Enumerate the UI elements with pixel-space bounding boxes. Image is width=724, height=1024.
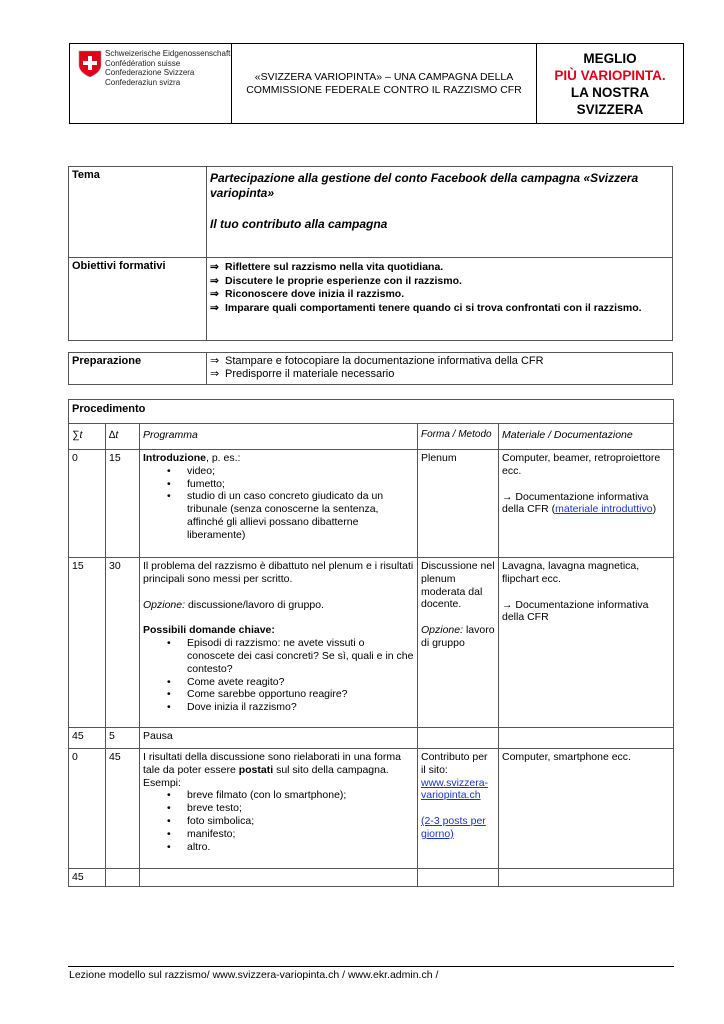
- objective-item: [210, 261, 669, 275]
- preparation-row: [69, 353, 673, 385]
- objective-text: Imparare quali comportamenti tenere quando ci si trova confrontati con il razzismo.: [225, 301, 642, 314]
- campaign-slogan: [537, 44, 683, 123]
- cell-programma: [140, 558, 418, 728]
- cell-materiale: [499, 558, 674, 728]
- list-item: • breve testo;: [143, 802, 414, 815]
- list-item: • manifesto;: [143, 828, 414, 841]
- cell-delta-t: 15: [106, 450, 140, 558]
- objective-text: Discutere le proprie esperienze con il razzismo.: [225, 274, 462, 287]
- objectives-row: [69, 258, 673, 341]
- slogan-line1: MEGLIO: [583, 50, 637, 66]
- material-doc-close: ): [652, 503, 657, 516]
- material-text: Computer, beamer, retroproiettore ecc.: [502, 452, 661, 477]
- objective-text: Riconoscere dove inizia il razzismo.: [225, 288, 405, 300]
- objectives-list: [207, 258, 673, 341]
- campaign-title-line1: «SVIZZERA VARIOPINTA» – UNA CAMPAGNA DELLA: [254, 71, 514, 83]
- arrow-right-icon: ⇒: [210, 274, 219, 287]
- forma-text: Discussione nel plenum moderata dal docente.: [421, 560, 495, 611]
- col-forma: Forma / Metodo: [418, 424, 499, 450]
- cell-delta-t: 5: [106, 728, 140, 749]
- cell-programma: [140, 450, 418, 558]
- list-item: • Come sarebbe opportuno reagire?: [143, 688, 414, 701]
- campaign-title: [232, 44, 537, 123]
- option-label: Opzione:: [143, 598, 186, 611]
- list-item: • breve filmato (con lo smartphone);: [143, 789, 414, 802]
- table-row: [69, 558, 674, 728]
- forma-option-text: lavoro di gruppo: [421, 624, 495, 649]
- cell-sum-t: 15: [69, 558, 106, 728]
- confederation-de: Schweizerische Eidgenossenschaft: [105, 49, 231, 58]
- cell-materiale: [499, 728, 674, 749]
- cell-delta-t: 45: [106, 749, 140, 869]
- slogan-line3: LA NOSTRA: [570, 84, 650, 100]
- arrow-right-icon: ⇒: [210, 288, 219, 300]
- swiss-shield-icon: [78, 50, 102, 78]
- cell-forma: [418, 749, 499, 869]
- confederation-names: [105, 49, 230, 87]
- list-item: • foto simbolica;: [143, 815, 414, 828]
- list-item: • studio di un caso concreto giudicato da un tribunale (senza conoscerne la sentenza, affinché gli allievi possano dibatterne liberamente): [143, 490, 414, 541]
- key-questions-list: [143, 637, 414, 714]
- list-item: • Episodi di razzismo: ne avete vissuti o conoscete dei casi concreti? Se sì, quali e in che contesto?: [143, 637, 414, 675]
- col-sum-t: ∑t: [69, 424, 106, 450]
- cell-materiale: [499, 869, 674, 887]
- preparation-table: [68, 352, 673, 385]
- arrow-right-icon: ⇒: [210, 301, 219, 314]
- cell-sum-t: 45: [69, 728, 106, 749]
- results-text: I risultati della discussione sono rielaborati in una forma tale da poter essere: [143, 751, 401, 776]
- objective-text: Riflettere sul razzismo nella vita quotidiana.: [225, 261, 444, 273]
- examples-label: Esempi:: [143, 776, 181, 789]
- key-questions-title: Possibili domande chiave:: [143, 624, 275, 637]
- col-programma: Programma: [140, 424, 418, 450]
- theme-subtitle: Il tuo contributo alla campagna: [210, 217, 388, 231]
- footer-divider: [68, 966, 674, 967]
- cell-forma: [418, 869, 499, 887]
- campaign-title-line2: COMMISSIONE FEDERALE CONTRO IL RAZZISMO CFR: [246, 83, 522, 96]
- preparation-item: [210, 368, 669, 381]
- table-row: [69, 749, 674, 869]
- intro-material-link[interactable]: materiale introduttivo: [555, 503, 653, 516]
- theme-table: [68, 166, 673, 341]
- cell-materiale: [499, 450, 674, 558]
- cell-programma: [140, 749, 418, 869]
- col-delta-t: ∆t: [106, 424, 140, 450]
- list-item: • video;: [143, 465, 414, 478]
- arrow-right-icon: ⇒: [210, 261, 219, 273]
- objective-item: [210, 302, 669, 316]
- slogan-line4: SVIZZERA: [576, 101, 644, 117]
- cell-sum-t: 0: [69, 450, 106, 558]
- cell-forma: [418, 558, 499, 728]
- list-item: • altro.: [143, 841, 414, 854]
- col-materiale: Materiale / Documentazione: [499, 424, 674, 450]
- confederation-rm: Confederaziun svizra: [105, 77, 181, 87]
- intro-list: [143, 465, 414, 542]
- material-text: Lavagna, lavagna magnetica, flipchart ecc.: [502, 560, 640, 585]
- cell-forma: Plenum: [418, 450, 499, 558]
- theme-label: Tema: [69, 167, 207, 258]
- procedure-title: Procedimento: [69, 400, 674, 424]
- forma-option-label: Opzione:: [421, 624, 464, 637]
- results-text-end: sul sito della campagna.: [273, 763, 389, 776]
- confederation-it: Confederazione Svizzera: [105, 68, 195, 78]
- material-doc-text: Documentazione informativa della CFR: [502, 598, 649, 624]
- procedure-table: [68, 399, 674, 887]
- cell-delta-t: 30: [106, 558, 140, 728]
- results-bold: postati: [238, 763, 274, 776]
- preparation-list: [207, 353, 673, 385]
- table-row: [69, 869, 674, 887]
- objective-item: [210, 275, 669, 289]
- slogan-line2: PIÙ VARIOPINTA.: [554, 67, 666, 83]
- arrow-right-icon: ⇒: [210, 355, 220, 367]
- page-footer: Lezione modello sul razzismo/ www.svizzera-variopinta.ch / www.ekr.admin.ch /: [69, 969, 439, 981]
- preparation-text: Stampare e fotocopiare la documentazione informativa della CFR: [225, 355, 544, 367]
- examples-list: [143, 789, 414, 853]
- confederation-fr: Confédération suisse: [105, 58, 181, 68]
- preparation-item: [210, 355, 669, 368]
- cell-materiale: Computer, smartphone ecc.: [499, 749, 674, 869]
- theme-content: [207, 167, 673, 258]
- cell-sum-t: 45: [69, 869, 106, 887]
- theme-row: [69, 167, 673, 258]
- forma-text: Contributo per il sito:: [421, 751, 488, 776]
- page-header: [69, 43, 684, 124]
- option-text: discussione/lavoro di gruppo.: [185, 598, 324, 611]
- cell-delta-t: [106, 869, 140, 887]
- list-item: • Come avete reagito?: [143, 676, 414, 689]
- cell-programma: Pausa: [140, 728, 418, 749]
- arrow-icon: →: [502, 598, 516, 611]
- procedure-title-row: [69, 400, 674, 424]
- table-row: [69, 450, 674, 558]
- table-row: [69, 728, 674, 749]
- preparation-label: Preparazione: [69, 353, 207, 385]
- campaign-site-link[interactable]: www.svizzera-variopinta.ch: [421, 776, 489, 802]
- list-item: • fumetto;: [143, 478, 414, 491]
- arrow-icon: →: [502, 490, 516, 503]
- intro-suffix: , p. es.:: [206, 452, 241, 464]
- preparation-text: Predisporre il materiale necessario: [225, 368, 395, 380]
- objective-item: [210, 288, 669, 302]
- arrow-right-icon: ⇒: [210, 368, 220, 380]
- cell-sum-t: 0: [69, 749, 106, 869]
- cell-programma: [140, 869, 418, 887]
- theme-title: Partecipazione alla gestione del conto Facebook della campagna «Svizzera variopinta»: [210, 171, 639, 200]
- posts-per-day-link[interactable]: (2-3 posts per giorno): [421, 815, 486, 840]
- procedure-header-row: [69, 424, 674, 450]
- objectives-label: Obiettivi formativi: [69, 258, 207, 341]
- list-item: • Dove inizia il razzismo?: [143, 701, 414, 714]
- intro-label: Introduzione: [143, 452, 206, 464]
- material-doc-text: Documentazione informativa della CFR (: [502, 490, 649, 516]
- discussion-text: Il problema del razzismo è dibattuto nel plenum e i risultati principali sono messi per scritto.: [143, 560, 414, 585]
- cell-forma: [418, 728, 499, 749]
- confederation-logo: [70, 44, 232, 123]
